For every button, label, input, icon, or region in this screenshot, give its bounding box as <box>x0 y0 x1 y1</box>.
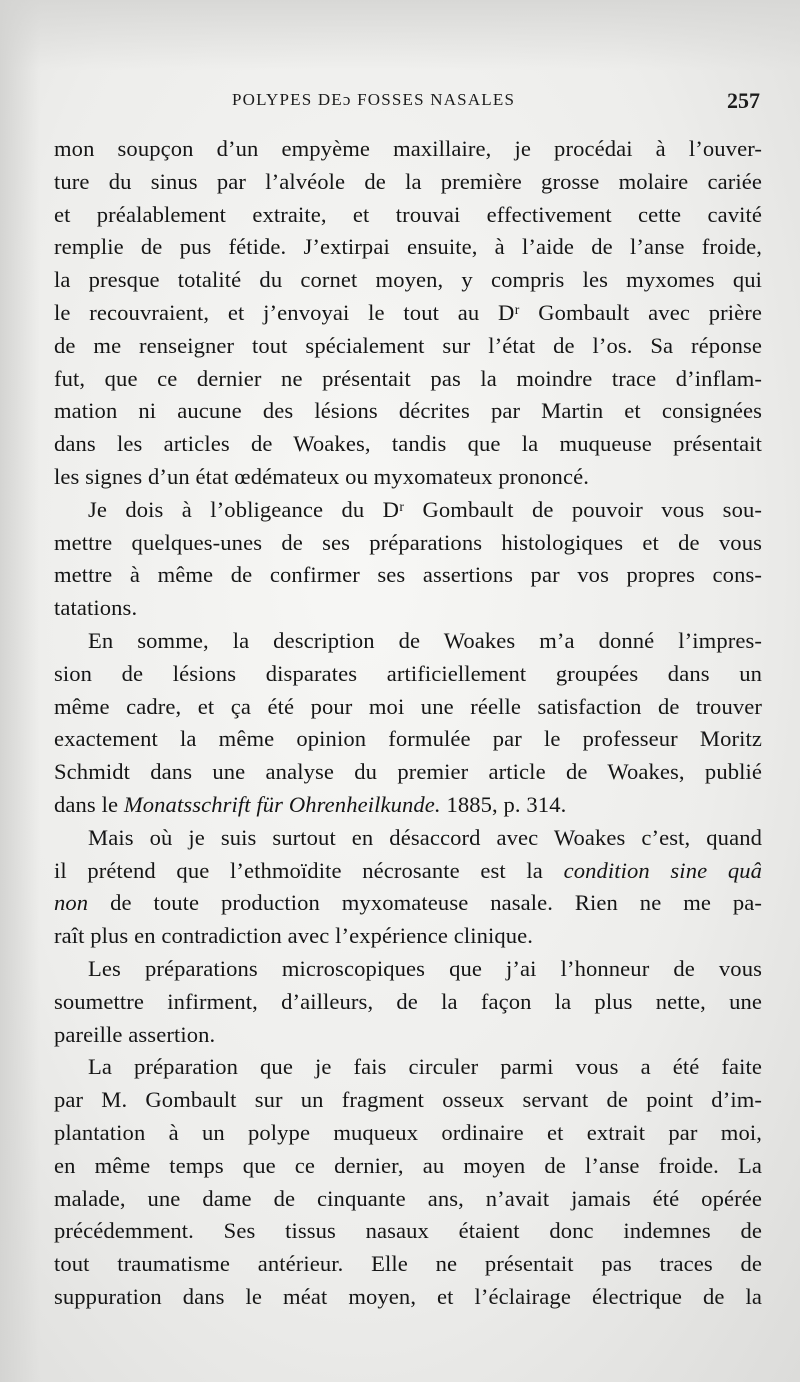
text-segment: il prétend que l’ethmoïdite nécrosante est la <box>54 857 543 883</box>
text-line: les signes d’un état œdémateux ou myxomateux prononcé. <box>54 463 589 489</box>
latin-phrase: condition sine quâ <box>563 857 763 883</box>
text-line: soumettre infirment, d’ailleurs, de la façon la plus nette, une <box>54 988 762 1014</box>
text-line: Les préparations microscopiques que j’ai l’honneur de vous <box>88 955 762 981</box>
text-segment: dans le <box>54 791 119 817</box>
text-line: Schmidt dans une analyse du premier article de Woakes, publié <box>54 759 762 785</box>
text-line: sion de lésions disparates artificiellement groupées dans un <box>54 660 762 686</box>
text-segment: de toute production myxomateuse nasale. Rien ne me pa- <box>110 890 763 916</box>
text-line: mettre quelques-unes de ses préparations histologiques et de vous <box>54 529 762 555</box>
text-line: exactement la même opinion formulée par le professeur Moritz <box>54 726 762 752</box>
text-line: fut, que ce dernier ne présentait pas la moindre trace d’inflam- <box>54 365 762 391</box>
text-line: ture du sinus par l’alvéole de la première grosse molaire cariée <box>54 168 762 194</box>
page-number: 257 <box>727 88 760 113</box>
text-line: Mais où je suis surtout en désaccord avec Woakes c’est, quand <box>88 824 762 850</box>
text-line: mettre à même de confirmer ses assertions par vos propres cons- <box>54 562 762 588</box>
running-title: POLYPES DEɔ FOSSES NASALES <box>232 90 516 109</box>
text-line: plantation à un polype muqueux ordinaire et extrait par moi, <box>54 1119 762 1145</box>
body-text <box>54 133 762 1314</box>
text-line: raît plus en contradiction avec l’expérience clinique. <box>54 923 534 949</box>
latin-phrase-end: non <box>54 890 89 916</box>
text-line: En somme, la description de Woakes m’a donné l’impres- <box>88 627 762 653</box>
citation-reference: 1885, p. 314. <box>446 791 567 817</box>
journal-title: Monatsschrift für Ohrenheilkunde. <box>123 791 441 817</box>
text-line <box>54 855 762 888</box>
text-line: par M. Gombault sur un fragment osseux servant de point d’im- <box>54 1087 762 1113</box>
text-line: malade, une dame de cinquante ans, n’avait jamais été opérée <box>54 1185 762 1211</box>
running-header <box>0 88 800 116</box>
text-line: la presque totalité du cornet moyen, y compris les myxomes qui <box>54 267 762 293</box>
text-line: même cadre, et ça été pour moi une réelle satisfaction de trouver <box>54 693 762 719</box>
text-line: remplie de pus fétide. J’extirpai ensuite, à l’aide de l’anse froide, <box>54 234 762 260</box>
text-line <box>54 887 762 920</box>
text-line: en même temps que ce dernier, au moyen de l’anse froide. La <box>54 1152 762 1178</box>
text-line: tatations. <box>54 595 138 621</box>
text-line: tout traumatisme antérieur. Elle ne présentait pas traces de <box>54 1251 762 1277</box>
text-line: mation ni aucune des lésions décrites par Martin et consignées <box>54 398 762 424</box>
text-line <box>54 789 762 822</box>
text-line: La préparation que je fais circuler parmi vous a été faite <box>88 1054 762 1080</box>
text-line: et préalablement extraite, et trouvai effectivement cette cavité <box>54 201 762 227</box>
text-line: mon soupçon d’un empyème maxillaire, je procédai à l’ouver- <box>54 136 762 161</box>
text-line: le recouvraient, et j’envoyai le tout au Dʳ Gombault avec prière <box>54 299 762 325</box>
text-line: de me renseigner tout spécialement sur l’état de l’os. Sa réponse <box>54 332 762 358</box>
text-line: dans les articles de Woakes, tandis que la muqueuse présentait <box>54 431 762 457</box>
text-line: suppuration dans le méat moyen, et l’éclairage électrique de la <box>54 1283 762 1309</box>
text-line: pareille assertion. <box>54 1021 216 1047</box>
text-line: Je dois à l’obligeance du Dʳ Gombault de pouvoir vous sou- <box>88 496 762 522</box>
text-line: précédemment. Ses tissus nasaux étaient donc indemnes de <box>54 1218 762 1244</box>
